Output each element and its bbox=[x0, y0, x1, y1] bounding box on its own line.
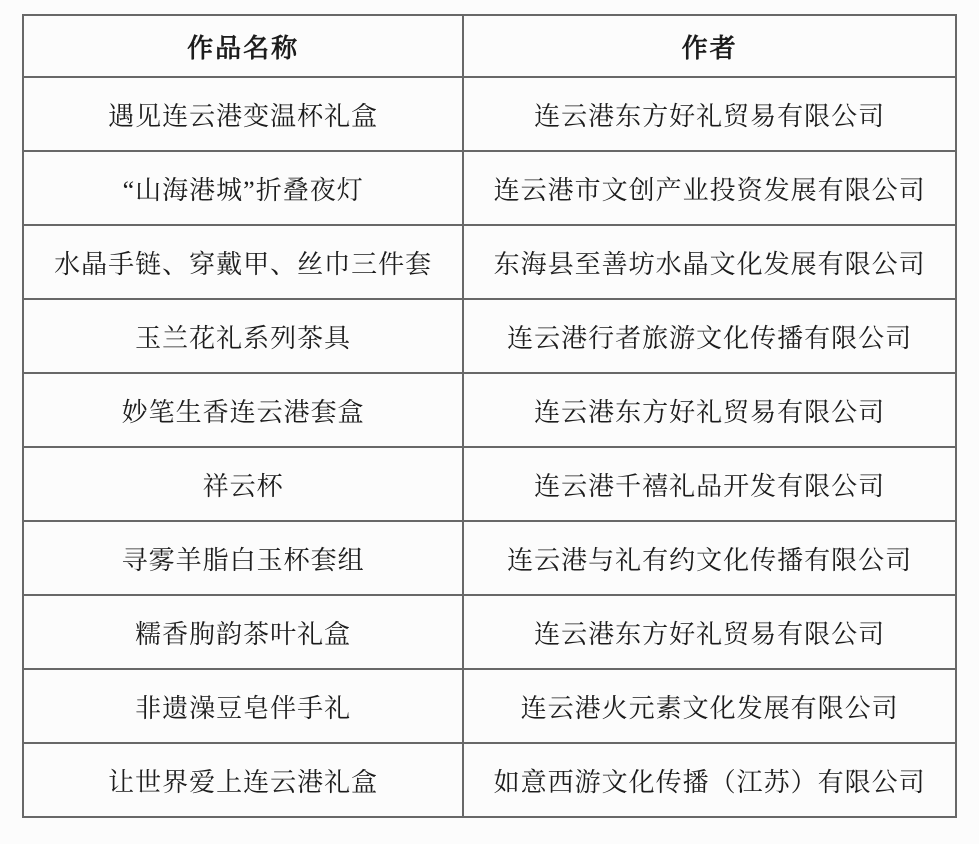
work-name-cell: “山海港城”折叠夜灯 bbox=[23, 151, 463, 225]
column-header-work-name: 作品名称 bbox=[23, 15, 463, 77]
author-cell: 连云港火元素文化发展有限公司 bbox=[463, 669, 956, 743]
author-cell: 连云港与礼有约文化传播有限公司 bbox=[463, 521, 956, 595]
table-row bbox=[23, 521, 956, 595]
author-cell: 如意西游文化传播（江苏）有限公司 bbox=[463, 743, 956, 817]
table-row bbox=[23, 743, 956, 817]
column-header-author: 作者 bbox=[463, 15, 956, 77]
author-cell: 连云港东方好礼贸易有限公司 bbox=[463, 373, 956, 447]
work-name-cell: 糯香朐韵茶叶礼盒 bbox=[23, 595, 463, 669]
work-name-cell: 遇见连云港变温杯礼盒 bbox=[23, 77, 463, 151]
work-name-cell: 祥云杯 bbox=[23, 447, 463, 521]
table-row bbox=[23, 151, 956, 225]
table-row bbox=[23, 225, 956, 299]
table-row bbox=[23, 595, 956, 669]
work-name-cell: 水晶手链、穿戴甲、丝巾三件套 bbox=[23, 225, 463, 299]
work-name-cell: 妙笔生香连云港套盒 bbox=[23, 373, 463, 447]
table-row bbox=[23, 77, 956, 151]
author-cell: 连云港千禧礼品开发有限公司 bbox=[463, 447, 956, 521]
work-name-cell: 让世界爱上连云港礼盒 bbox=[23, 743, 463, 817]
author-cell: 连云港市文创产业投资发展有限公司 bbox=[463, 151, 956, 225]
awards-table bbox=[22, 14, 957, 818]
header-row bbox=[23, 15, 956, 77]
table-row bbox=[23, 373, 956, 447]
work-name-cell: 寻雾羊脂白玉杯套组 bbox=[23, 521, 463, 595]
author-cell: 连云港行者旅游文化传播有限公司 bbox=[463, 299, 956, 373]
table-row bbox=[23, 447, 956, 521]
author-cell: 东海县至善坊水晶文化发展有限公司 bbox=[463, 225, 956, 299]
table-row bbox=[23, 299, 956, 373]
author-cell: 连云港东方好礼贸易有限公司 bbox=[463, 595, 956, 669]
work-name-cell: 玉兰花礼系列茶具 bbox=[23, 299, 463, 373]
work-name-cell: 非遗澡豆皂伴手礼 bbox=[23, 669, 463, 743]
table-row bbox=[23, 669, 956, 743]
author-cell: 连云港东方好礼贸易有限公司 bbox=[463, 77, 956, 151]
